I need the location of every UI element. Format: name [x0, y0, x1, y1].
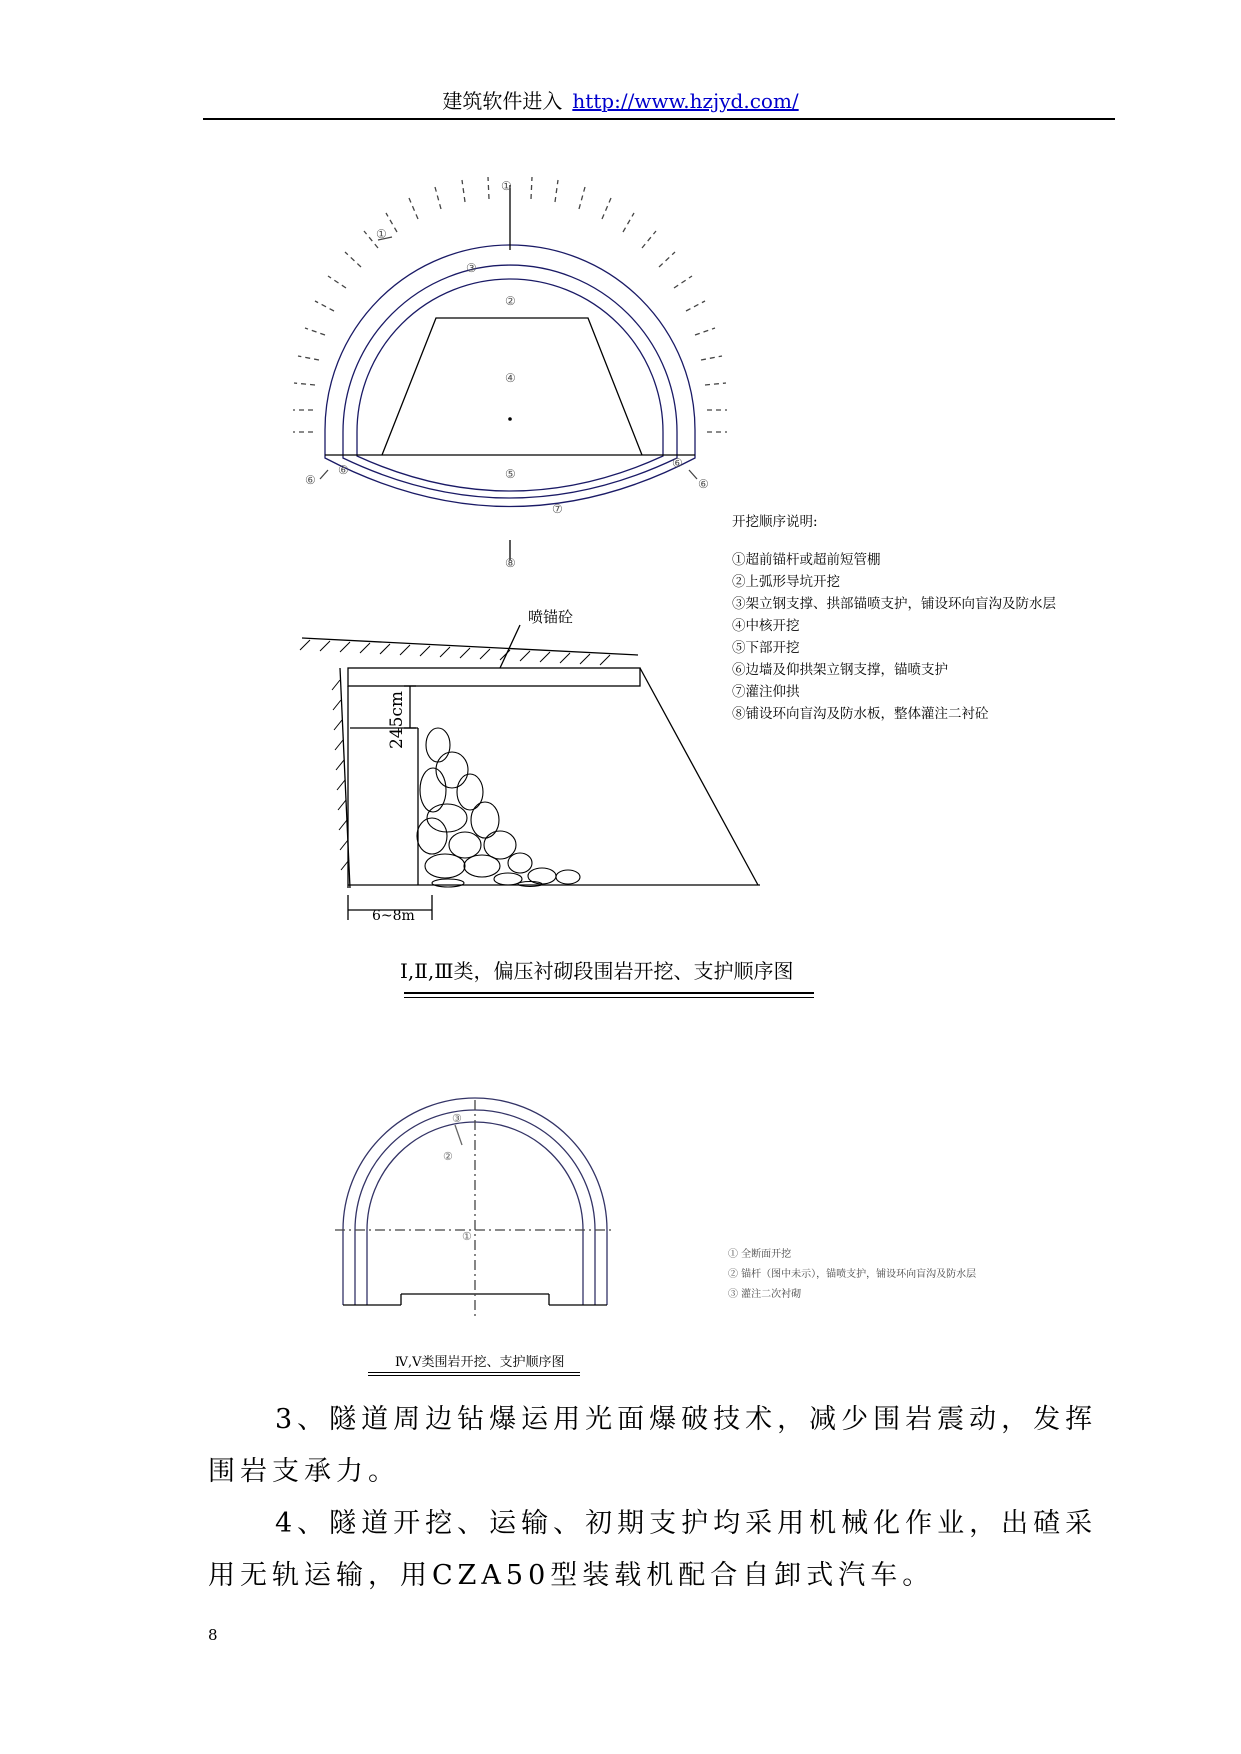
- fig2-note-1: ① 全断面开挖: [728, 1249, 792, 1260]
- paragraph-4: 4、隧道开挖、运输、初期支护均采用机械化作业，出碴采用无轨运输，用CZA50型装载机配合自卸式汽车。: [208, 1508, 1098, 1591]
- figure1-caption: Ⅰ,Ⅱ,Ⅲ类，偏压衬砌段围岩开挖、支护顺序图: [400, 959, 794, 983]
- figure2-caption-rule-2: [368, 1375, 580, 1376]
- longitudinal-section: [300, 625, 760, 920]
- fig2-marker-3: ③: [452, 1112, 462, 1125]
- note-1: ①超前锚杆或超前短管棚: [732, 552, 881, 568]
- figure2-caption: Ⅳ,Ⅴ类围岩开挖、支护顺序图: [395, 1355, 565, 1370]
- marker-5: ⑤: [505, 467, 516, 481]
- marker-2: ②: [505, 294, 516, 308]
- rock-pile: [417, 728, 580, 887]
- shotcrete-label: 喷锚砼: [528, 608, 574, 626]
- fig2-marker-1: ①: [462, 1230, 472, 1243]
- height-label: 245cm: [387, 690, 407, 750]
- page-number: 8: [208, 1626, 218, 1644]
- notes-title: 开挖顺序说明:: [732, 514, 818, 530]
- fig2-note-3: ③ 灌注二次衬砌: [728, 1289, 802, 1300]
- width-label: 6~8m: [372, 908, 415, 924]
- note-5: ⑤下部开挖: [732, 640, 800, 656]
- header-link[interactable]: http://www.hzjyd.com/: [572, 89, 799, 113]
- marker-3: ③: [466, 261, 477, 275]
- header-text: 建筑软件进入: [442, 89, 563, 113]
- figure1-caption-rule-2: [404, 997, 814, 998]
- marker-6-inner-left: ⑥: [338, 463, 349, 477]
- note-6: ⑥边墙及仰拱架立钢支撑，锚喷支护: [732, 662, 948, 678]
- tunnel-section-2: [335, 1098, 615, 1320]
- figure2-caption-rule: [368, 1372, 580, 1373]
- note-8: ⑧铺设环向盲沟及防水板，整体灌注二衬砼: [732, 706, 989, 722]
- fig2-marker-2: ②: [443, 1150, 453, 1163]
- marker-1-top: ①: [501, 179, 512, 193]
- marker-4: ④: [505, 371, 516, 385]
- fig2-note-2: ② 锚杆（图中未示），锚喷支护，铺设环向盲沟及防水层: [728, 1269, 977, 1280]
- paragraph-3: 3、隧道周边钻爆运用光面爆破技术，减少围岩震动，发挥围岩支承力。: [208, 1404, 1098, 1487]
- marker-6-right: ⑥: [698, 477, 709, 491]
- marker-1-left: ①: [376, 227, 387, 241]
- marker-7: ⑦: [552, 502, 563, 516]
- core-trapezoid: [382, 318, 642, 455]
- note-4: ④中核开挖: [732, 618, 800, 634]
- marker-6-inner-right: ⑥: [672, 456, 683, 470]
- note-2: ②上弧形导坑开挖: [732, 574, 840, 590]
- marker-6-left: ⑥: [305, 473, 316, 487]
- note-3: ③架立钢支撑、拱部锚喷支护，铺设环向盲沟及防水层: [732, 596, 1056, 612]
- inner-lining-line: [357, 279, 663, 491]
- marker-8: ⑧: [505, 556, 516, 570]
- note-7: ⑦灌注仰拱: [732, 684, 800, 700]
- figure1-caption-rule: [404, 992, 814, 994]
